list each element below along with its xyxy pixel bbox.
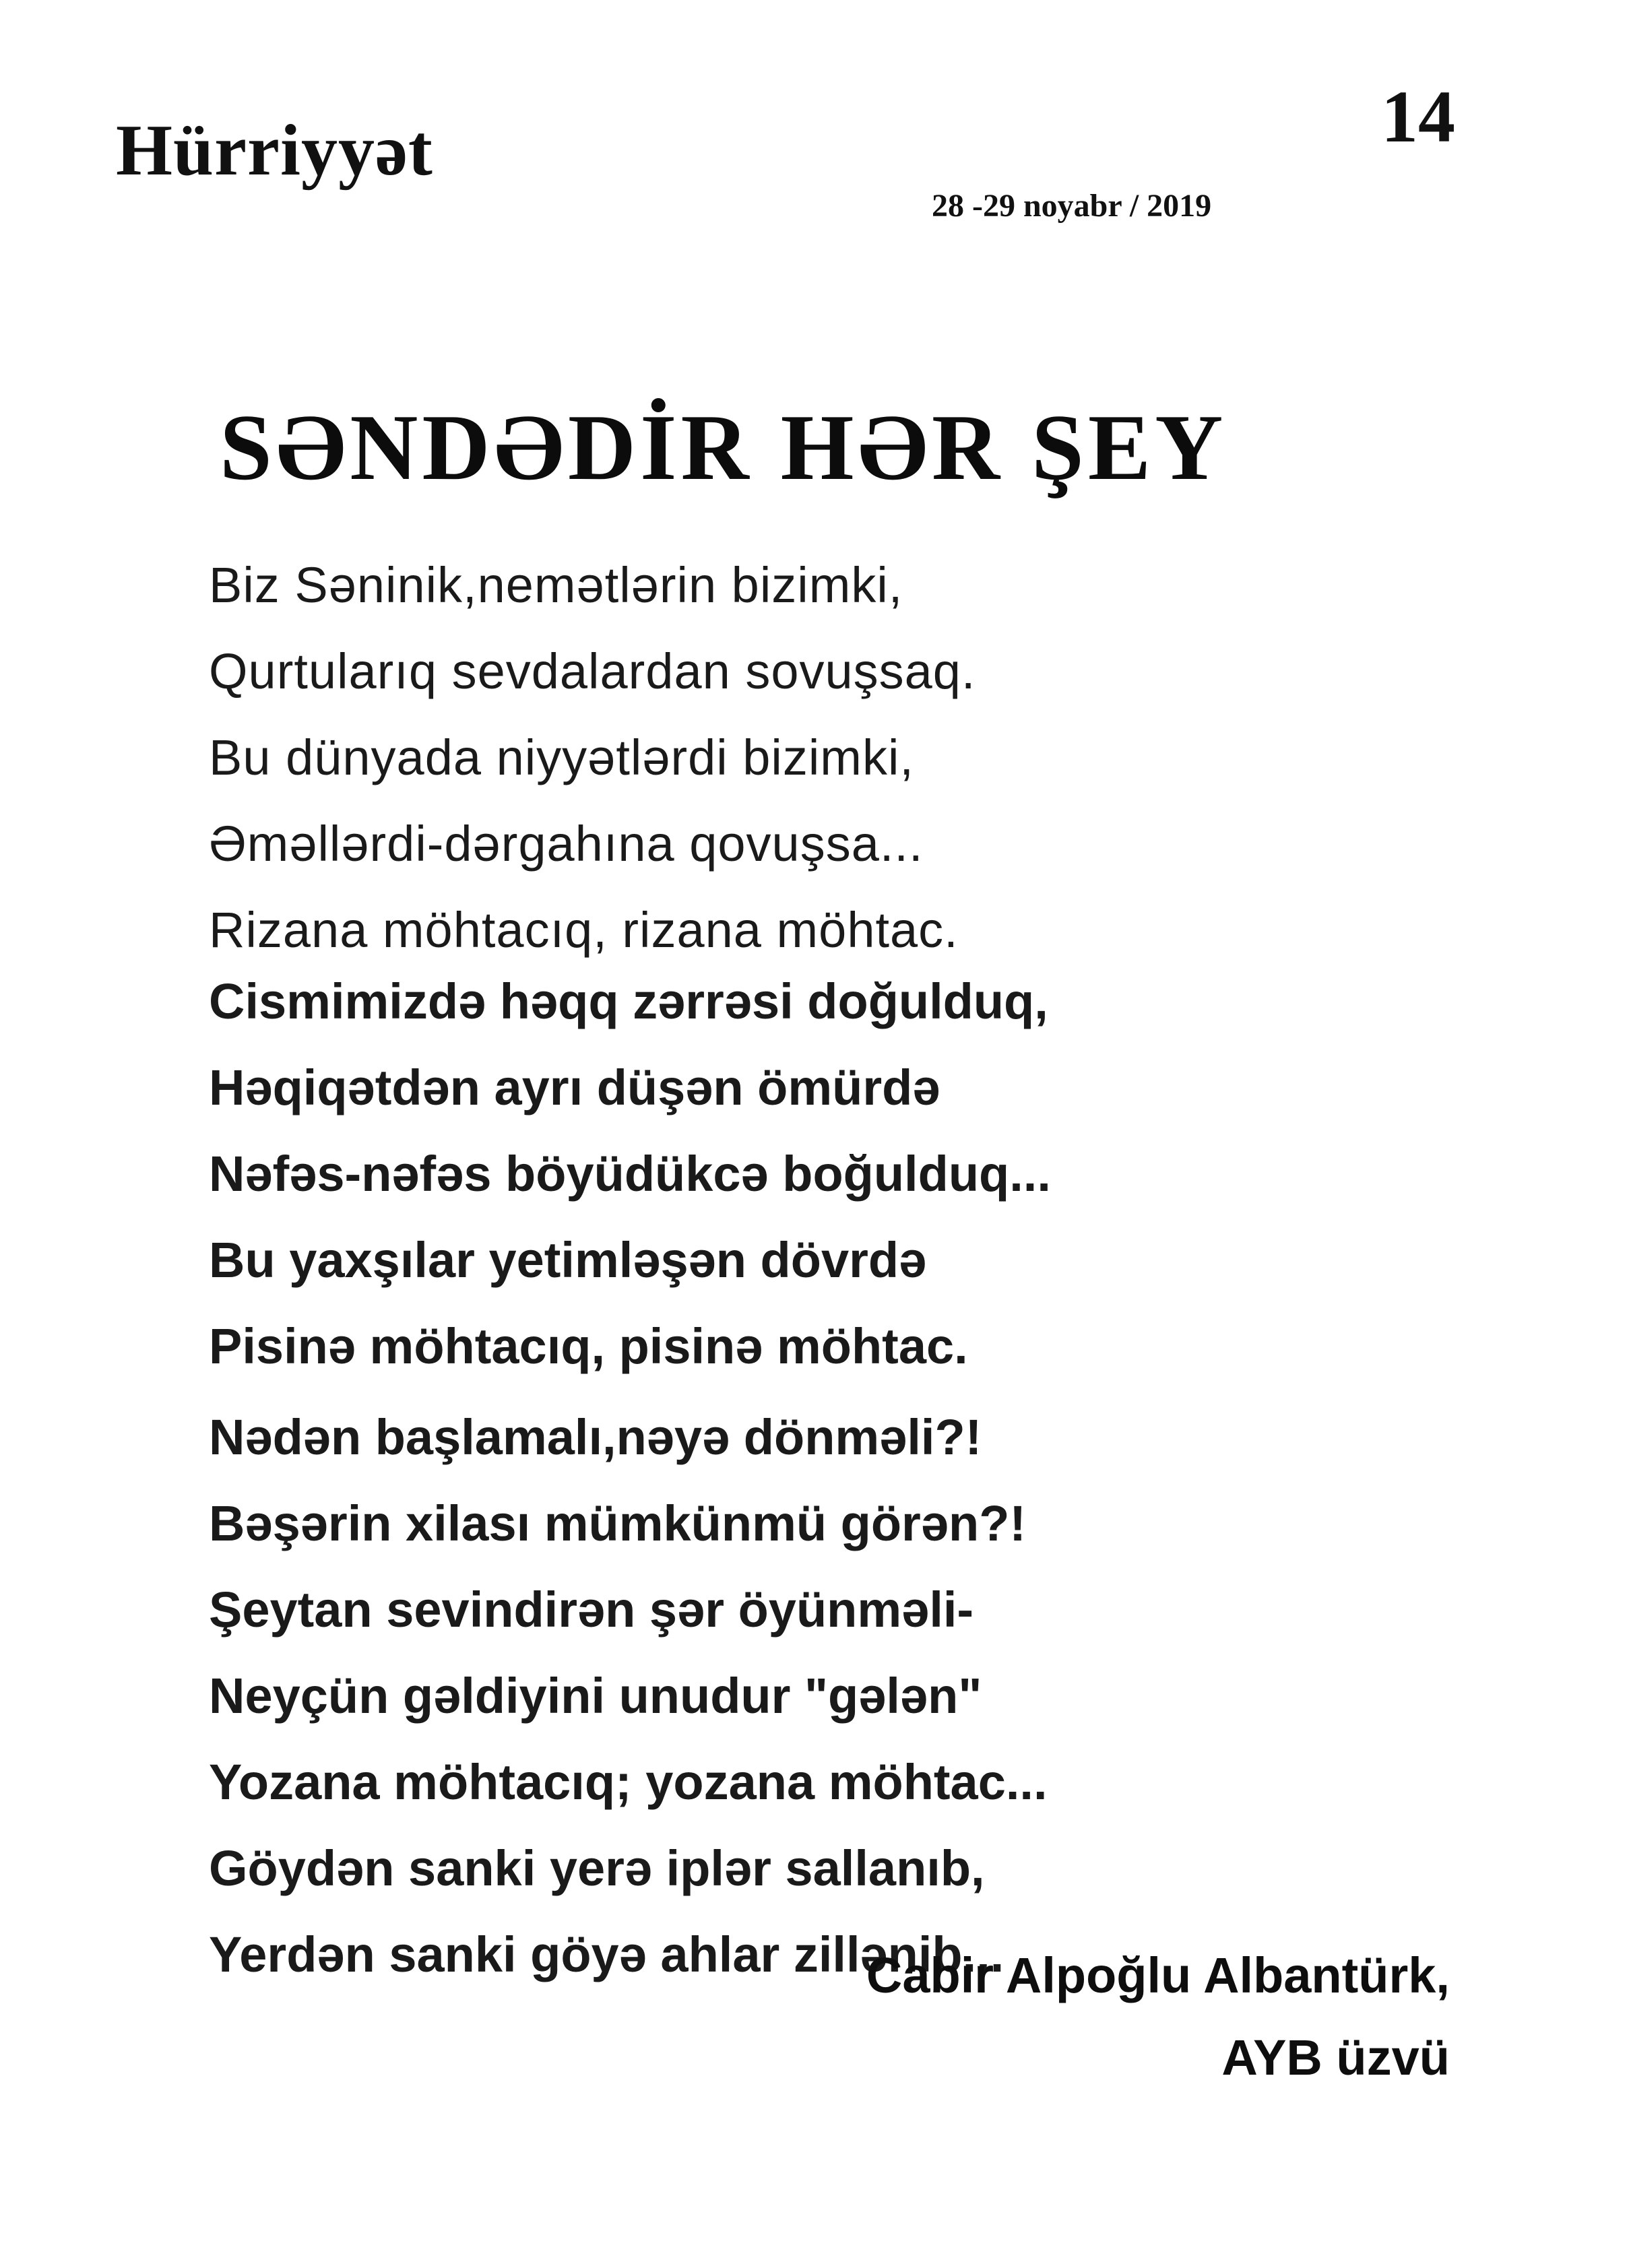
page-number: 14 (1381, 75, 1455, 158)
poem-title: SƏNDƏDİR HƏR ŞEY (220, 395, 1227, 500)
poem-line: Yozana möhtacıq; yozana möhtac... (209, 1754, 1048, 1810)
poem-line: Əməllərdi-dərgahına qovuşsa... (209, 816, 924, 872)
poem-line: Qurtularıq sevdalardan sovuşsaq. (209, 643, 976, 699)
poem-line: Bəşərin xilası mümkünmü görən?! (209, 1495, 1027, 1551)
poem-line: Biz Səninik,nemətlərin bizimki, (209, 557, 903, 613)
poem-line: Pisinə möhtacıq, pisinə möhtac. (209, 1318, 968, 1374)
poem-stanza-2 (209, 959, 1523, 1390)
poem-stanza-3 (209, 1394, 1523, 1998)
poem-line: Bu yaxşılar yetimləşən dövrdə (209, 1232, 927, 1288)
poem-line: Şeytan sevindirən şər öyünməli- (209, 1582, 974, 1638)
poem-line: Həqiqətdən ayrı düşən ömürdə (209, 1060, 940, 1115)
publication-name: Hürriyyət (116, 110, 433, 191)
poem-line: Nədən başlamalı,nəyə dönməli?! (209, 1409, 982, 1465)
author-signature (866, 1935, 1450, 2099)
author-affiliation: AYB üzvü (1221, 2030, 1450, 2085)
poem-line: Neyçün gəldiyini unudur "gələn" (209, 1668, 982, 1724)
poem-line: Yerdən sanki göyə ahlar zillənib... (209, 1926, 1004, 1982)
poem-line: Rizana möhtacıq, rizana möhtac. (209, 902, 959, 958)
author-name: Cabir Alpoğlu Albantürk, (866, 1947, 1450, 2003)
poem-line: Nəfəs-nəfəs böyüdükcə boğulduq... (209, 1146, 1051, 1202)
poem-line: Cismimizdə həqq zərrəsi doğulduq, (209, 973, 1048, 1029)
poem-stanza-1 (209, 542, 1523, 973)
poem-line: Bu dünyada niyyətlərdi bizimki, (209, 730, 914, 785)
poem-line: Göydən sanki yerə iplər sallanıb, (209, 1840, 985, 1896)
issue-date: 28 -29 noyabr / 2019 (932, 188, 1212, 224)
